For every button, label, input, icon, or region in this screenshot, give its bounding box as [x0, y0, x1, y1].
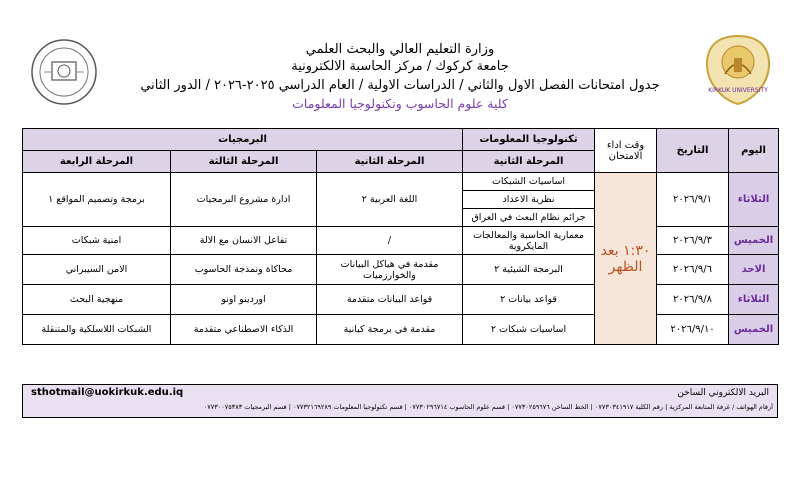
stage-sw-4-header: المرحلة الرابعة — [23, 151, 171, 173]
hot-email-link[interactable]: sthotmail@uokirkuk.edu.iq — [31, 387, 184, 398]
col-time-header: وقت اداء الامتحان — [595, 129, 657, 173]
college-title: كلية علوم الحاسوب وتكنولوجيا المعلومات — [292, 96, 508, 111]
row-2-sw2: / — [317, 227, 463, 255]
row-5-sw4: الشبكات اللاسلكية والمتنقلة — [23, 315, 171, 345]
group-software-header: البرمجيات — [23, 129, 463, 151]
row-1-it2-b: نظرية الاعداد — [463, 191, 595, 209]
row-1-sw3: ادارة مشروع البرمجيات — [171, 173, 317, 227]
stage-sw-3-header: المرحلة الثالثة — [171, 151, 317, 173]
row-1-sw2: اللغة العربية ٢ — [317, 173, 463, 227]
schedule-title: جدول امتحانات الفصل الاول والثاني / الدراسات الاولية / العام الدراسي ٢٠٢٥-٢٠٢٦ / الدور الثاني — [140, 78, 660, 93]
university-title: جامعة كركوك / مركز الحاسبة الالكترونية — [291, 59, 509, 74]
row-3-it2: البرمجة الشيئية ٢ — [463, 255, 595, 285]
row-1-it2-c: جرائم نظام البعث في العراق — [463, 209, 595, 227]
row-3-sw3: محاكاة ونمذجة الحاسوب — [171, 255, 317, 285]
row-1-date: ٢٠٢٦/٩/١ — [657, 173, 729, 227]
row-4-day: الثلاثاء — [729, 285, 779, 315]
row-5-sw2: مقدمة في برمجة كيانية — [317, 315, 463, 345]
row-4-sw4: منهجية البحث — [23, 285, 171, 315]
ministry-title: وزارة التعليم العالي والبحث العلمي — [305, 42, 495, 57]
row-2-it2: معمارية الحاسبة والمعالجات المايكروية — [463, 227, 595, 255]
phone-numbers: أرقام الهواتف / غرفة المتابعة المركزية | رقم الكلية ٠٧٧٣٠٣٤١٩١٧ | الخط الساخن ٠٧٧٣٠٢٥٩٦٧٦ | قسم علوم الحاسوب ٠٧٧٣٠٢٩٦٧١٤ | قسم تكنولوجيا المعلومات ٠٧٧٣٢١٦٩٢٨٩ | قسم البرمجيات ٠٧٧٣٠٠٧٥٣٨٣ — [203, 403, 773, 411]
col-date-header: التاريخ — [657, 129, 729, 173]
stage-sw-2-header: المرحلة الثانية — [317, 151, 463, 173]
row-5-sw3: الذكاء الاصطناعي متقدمة — [171, 315, 317, 345]
exam-time-cell: ١:٣٠ بعد الظهر — [595, 173, 657, 345]
row-2-sw4: امنية شبكات — [23, 227, 171, 255]
svg-text:KIRKUK UNIVERSITY: KIRKUK UNIVERSITY — [708, 87, 768, 94]
row-1-it2-a: اساسيات الشبكات — [463, 173, 595, 191]
row-4-it2: قواعد بيانات ٢ — [463, 285, 595, 315]
group-it-header: تكنولوجيا المعلومات — [463, 129, 595, 151]
university-logo — [705, 34, 771, 106]
row-4-sw2: قواعد البيانات متقدمة — [317, 285, 463, 315]
row-5-day: الخميس — [729, 315, 779, 345]
col-day-header: اليوم — [729, 129, 779, 173]
row-4-sw3: اوردينو اونو — [171, 285, 317, 315]
row-4-date: ٢٠٢٦/٩/٨ — [657, 285, 729, 315]
exam-schedule-table — [22, 128, 779, 345]
college-seal-logo — [30, 38, 98, 106]
row-2-day: الخميس — [729, 227, 779, 255]
contact-footer — [22, 384, 778, 418]
row-2-date: ٢٠٢٦/٩/٣ — [657, 227, 729, 255]
hot-email-label: البريد الالكتروني الساخن — [677, 388, 769, 398]
row-3-day: الاحد — [729, 255, 779, 285]
row-1-sw4: برمجة وتصميم المواقع ١ — [23, 173, 171, 227]
row-5-date: ٢٠٢٦/٩/١٠ — [657, 315, 729, 345]
row-2-sw3: تفاعل الانسان مع الالة — [171, 227, 317, 255]
stage-it-2-header: المرحلة الثانية — [463, 151, 595, 173]
row-5-it2: اساسيات شبكات ٢ — [463, 315, 595, 345]
row-3-sw2: مقدمة في هياكل البيانات والخوارزميات — [317, 255, 463, 285]
row-3-date: ٢٠٢٦/٩/٦ — [657, 255, 729, 285]
row-1-day: الثلاثاء — [729, 173, 779, 227]
row-3-sw4: الامن السيبراني — [23, 255, 171, 285]
